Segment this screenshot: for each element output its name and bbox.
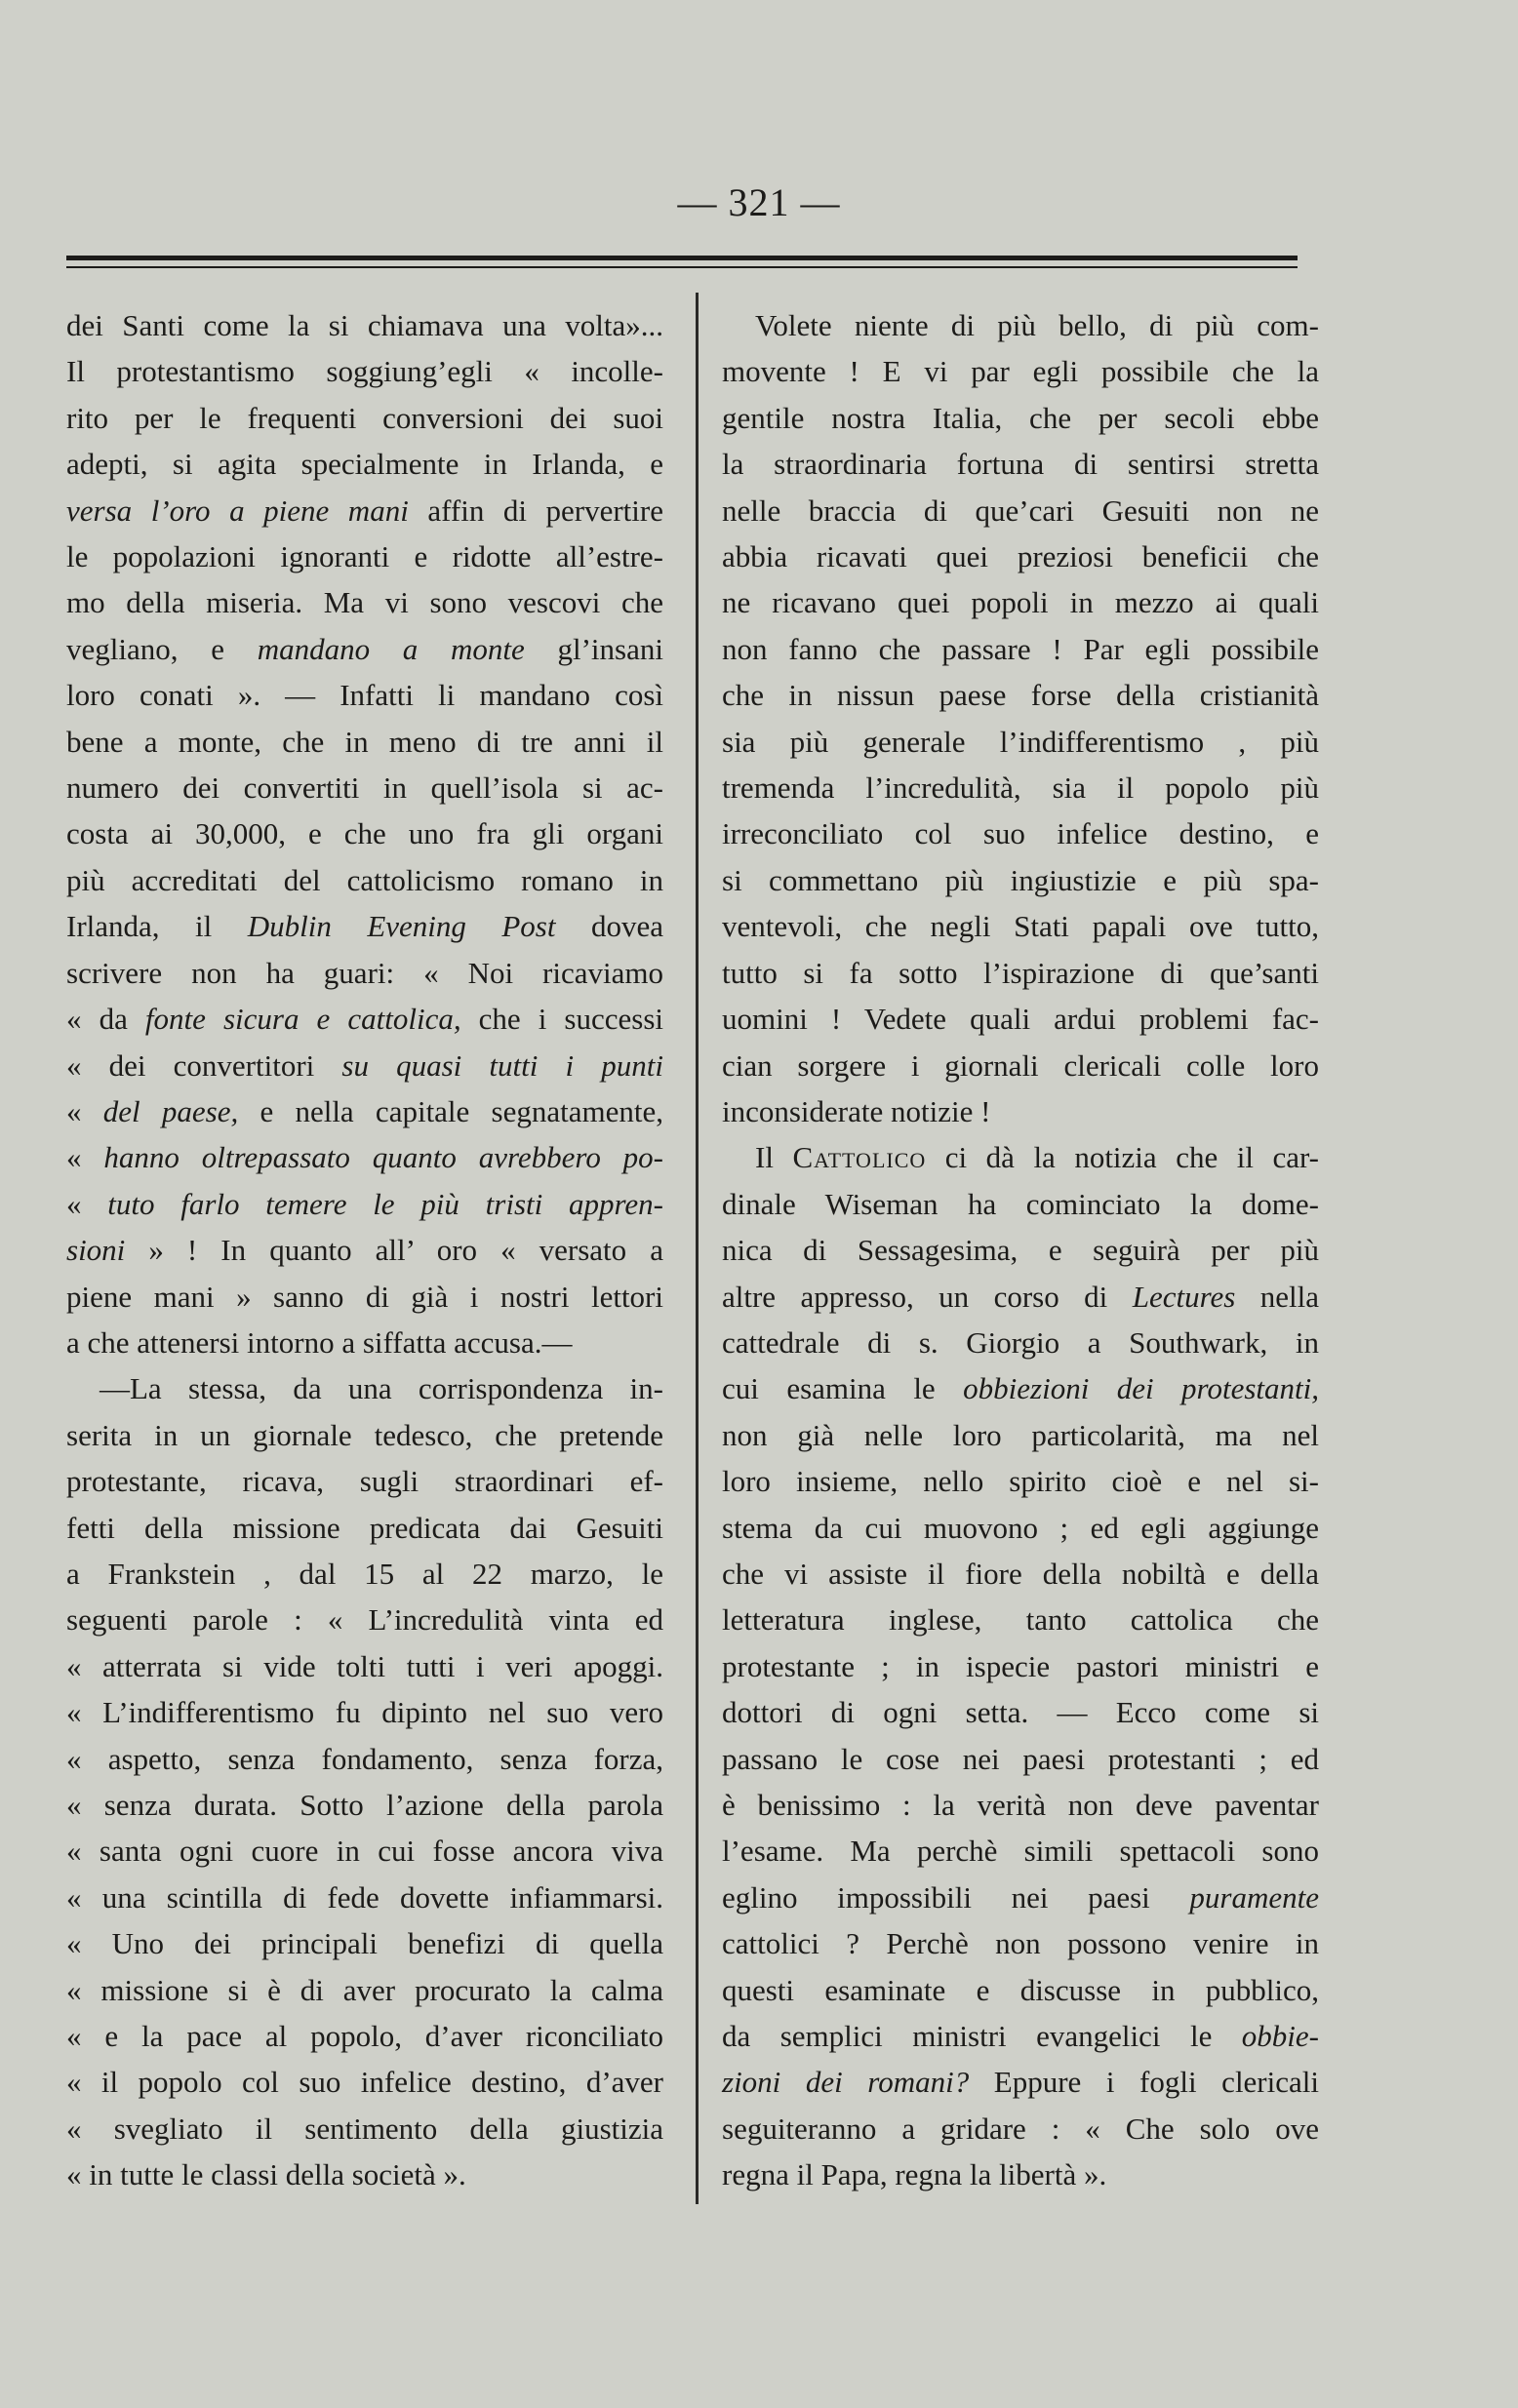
text-line: « Uno dei principali benefizi di quella	[66, 1926, 663, 1961]
text-line: « il popolo col suo infelice destino, d’aver	[66, 2065, 663, 2100]
text-line: loro conati ». — Infatti li mandano così	[66, 678, 663, 713]
text-line: non già nelle loro particolarità, ma nel	[722, 1417, 1319, 1452]
italic-text: puramente	[1189, 1879, 1319, 1915]
text-line	[66, 1181, 663, 1227]
italic-text: hanno oltrepassato quanto avrebbero po-	[103, 1140, 664, 1175]
text-line	[66, 626, 663, 672]
text-segment: «	[66, 1186, 108, 1221]
text-line: mo della miseria. Ma vi sono vescovi che	[66, 585, 663, 620]
text-line: fetti della missione predicata dai Gesuiti	[66, 1510, 663, 1545]
text-line: tremenda l’incredulità, sia il popolo più	[722, 770, 1319, 806]
text-segment: da semplici ministri evangelici le	[722, 2019, 1242, 2054]
text-line: Volete niente di più bello, di più com-	[755, 308, 1319, 342]
header-rule-thick	[66, 256, 1298, 260]
text-line: seguenti parole : « L’incredulità vinta ed	[66, 1602, 663, 1638]
text-line: piene mani » sanno di già i nostri lettori	[66, 1279, 663, 1314]
italic-text: Dublin Evening Post	[247, 909, 556, 944]
text-segment: altre appresso, un corso di	[722, 1279, 1133, 1314]
text-line: costa ai 30,000, e che uno fra gli organi	[66, 816, 663, 851]
text-line: la straordinaria fortuna di sentirsi stretta	[722, 447, 1319, 482]
text-line: bene a monte, che in meno di tre anni il	[66, 724, 663, 759]
text-line: a che attenersi intorno a siffatta accusa.—	[66, 1324, 573, 1360]
text-line: che vi assiste il fiore della nobiltà e della	[722, 1556, 1319, 1591]
header-rule-thin	[66, 266, 1298, 268]
italic-text: su quasi tutti i punti	[341, 1047, 663, 1083]
text-line	[66, 1043, 663, 1088]
text-line	[66, 996, 663, 1042]
text-line: uomini ! Vedete quali ardui problemi fac-	[722, 1002, 1319, 1037]
text-segment: cui esamina le	[722, 1371, 964, 1406]
text-segment: nella	[1235, 1279, 1320, 1314]
text-line: serita in un giornale tedesco, che pretende	[66, 1417, 663, 1452]
text-line: protestante ; in ispecie pastori ministri e	[722, 1648, 1319, 1683]
text-line: cian sorgere i giornali clericali colle loro	[722, 1047, 1319, 1083]
italic-text: obbie-	[1241, 2019, 1319, 2054]
text-segment: affin di pervertire	[408, 493, 663, 528]
text-segment: eglino impossibili nei paesi	[722, 1879, 1190, 1915]
text-line: nica di Sessagesima, e seguirà per più	[722, 1233, 1319, 1268]
text-line: l’esame. Ma perchè simili spettacoli sono	[722, 1834, 1319, 1869]
text-segment: « dei convertitori	[66, 1047, 342, 1083]
text-segment: e nella capitale segnatamente,	[238, 1093, 663, 1128]
italic-text: zioni dei romani?	[722, 2065, 970, 2100]
text-line: numero dei convertiti in quell’isola si ac-	[66, 770, 663, 806]
text-line: ne ricavano quei popoli in mezzo ai quali	[722, 585, 1319, 620]
text-line	[722, 1365, 1319, 1411]
right-column	[722, 302, 1319, 2198]
text-line: adepti, si agita specialmente in Irlanda, e	[66, 447, 663, 482]
text-line: non fanno che passare ! Par egli possibile	[722, 631, 1319, 666]
text-segment: « da	[66, 1002, 145, 1037]
text-line: cattedrale di s. Giorgio a Southwark, in	[722, 1324, 1319, 1360]
italic-text: tuto farlo temere le più tristi appren-	[107, 1186, 663, 1221]
text-line: nelle braccia di que’cari Gesuiti non ne	[722, 493, 1319, 528]
text-segment: «	[66, 1140, 104, 1175]
italic-text: Lectures	[1132, 1279, 1236, 1314]
italic-text: del paese,	[102, 1093, 239, 1128]
text-line: più accreditati del cattolicismo romano in	[66, 862, 663, 897]
text-segment: «	[66, 1093, 103, 1128]
text-line	[722, 2059, 1319, 2105]
text-line: « e la pace al popolo, d’aver riconciliato	[66, 2019, 663, 2054]
text-line	[66, 1088, 663, 1134]
text-line: « L’indifferentismo fu dipinto nel suo vero	[66, 1695, 663, 1730]
text-line: passano le cose nei paesi protestanti ; ed	[722, 1741, 1319, 1776]
text-line: Il protestantismo soggiung’egli « incolle-	[66, 354, 663, 389]
text-segment: che i successi	[460, 1002, 663, 1037]
text-line: a Frankstein , dal 15 al 22 marzo, le	[66, 1556, 663, 1591]
text-line: ventevoli, che negli Stati papali ove tutto,	[722, 909, 1319, 944]
left-column	[66, 302, 663, 2198]
text-line: è benissimo : la verità non deve paventar	[722, 1788, 1319, 1822]
italic-text: fonte sicura e cattolica,	[144, 1002, 461, 1037]
text-segment: vegliano, e	[66, 631, 258, 666]
text-segment: Il	[755, 1140, 793, 1175]
text-line: letteratura inglese, tanto cattolica che	[722, 1602, 1319, 1638]
text-line: irreconciliato col suo infelice destino, e	[722, 816, 1319, 851]
italic-text: obbiezioni dei protestanti,	[963, 1371, 1319, 1406]
text-line: regna il Papa, regna la libertà ».	[722, 2157, 1107, 2192]
text-line: « aspetto, senza fondamento, senza forza,	[66, 1741, 663, 1776]
text-segment: gl’insani	[524, 631, 663, 666]
text-line: « atterrata si vide tolti tutti i veri apoggi.	[66, 1648, 663, 1683]
small-caps-text: Cattolico	[792, 1140, 927, 1175]
text-line: che in nissun paese forse della cristianità	[722, 678, 1319, 713]
text-line: scrivere non ha guari: « Noi ricaviamo	[66, 955, 663, 990]
text-line: movente ! E vi par egli possibile che la	[722, 354, 1319, 389]
text-line: le popolazioni ignoranti e ridotte all’estre-	[66, 539, 663, 574]
text-line: stema da cui muovono ; ed egli aggiunge	[722, 1510, 1319, 1545]
text-line: dottori di ogni setta. — Ecco come si	[722, 1695, 1319, 1730]
text-line: gentile nostra Italia, che per secoli ebbe	[722, 400, 1319, 435]
text-segment: Eppure i fogli clericali	[969, 2065, 1319, 2100]
text-line: « in tutte le classi della società ».	[66, 2157, 466, 2192]
text-line: loro insieme, nello spirito cioè e nel si-	[722, 1464, 1319, 1499]
text-line: « santa ogni cuore in cui fosse ancora viva	[66, 1834, 663, 1869]
text-line: « senza durata. Sotto l’azione della parola	[66, 1788, 663, 1822]
text-line	[722, 1875, 1319, 1920]
text-line: dei Santi come la si chiamava una volta»...	[66, 308, 663, 342]
text-line: abbia ricavati quei preziosi beneficii che	[722, 539, 1319, 574]
text-line	[722, 1134, 1319, 1180]
text-line: seguiteranno a gridare : « Che solo ove	[722, 2111, 1319, 2146]
text-line: tutto si fa sotto l’ispirazione di que’santi	[722, 955, 1319, 990]
text-segment: dovea	[555, 909, 663, 944]
text-line: « svegliato il sentimento della giustizia	[66, 2111, 663, 2146]
text-line: rito per le frequenti conversioni dei suoi	[66, 400, 663, 435]
text-line	[66, 1134, 663, 1180]
text-line: dinale Wiseman ha cominciato la dome-	[722, 1186, 1319, 1221]
text-segment: ci dà la notizia che il car-	[926, 1140, 1319, 1175]
text-line: questi esaminate e discusse in pubblico,	[722, 1972, 1319, 2007]
text-line: « una scintilla di fede dovette infiammarsi.	[66, 1879, 663, 1915]
italic-text: versa l’oro a piene mani	[66, 493, 409, 528]
column-divider	[696, 293, 699, 2204]
text-line: « missione si è di aver procurato la calma	[66, 1972, 663, 2007]
text-line: sia più generale l’indifferentismo , più	[722, 724, 1319, 759]
text-line: inconsiderate notizie !	[722, 1093, 991, 1128]
text-line: protestante, ricava, sugli straordinari ef-	[66, 1464, 663, 1499]
text-line	[722, 1274, 1319, 1320]
text-line: —La stessa, da una corrispondenza in-	[100, 1371, 663, 1406]
text-line: cattolici ? Perchè non possono venire in	[722, 1926, 1319, 1961]
text-segment: » ! In quanto all’ oro « versato a	[125, 1233, 663, 1268]
text-line	[66, 488, 663, 533]
text-line	[66, 903, 663, 949]
text-segment: Irlanda, il	[66, 909, 248, 944]
text-line	[722, 2013, 1319, 2059]
text-line: si commettano più ingiustizie e più spa-	[722, 862, 1319, 897]
italic-text: sioni	[66, 1233, 126, 1268]
page-number: — 321 —	[677, 180, 841, 224]
text-line	[66, 1227, 663, 1273]
italic-text: mandano a monte	[257, 631, 525, 666]
